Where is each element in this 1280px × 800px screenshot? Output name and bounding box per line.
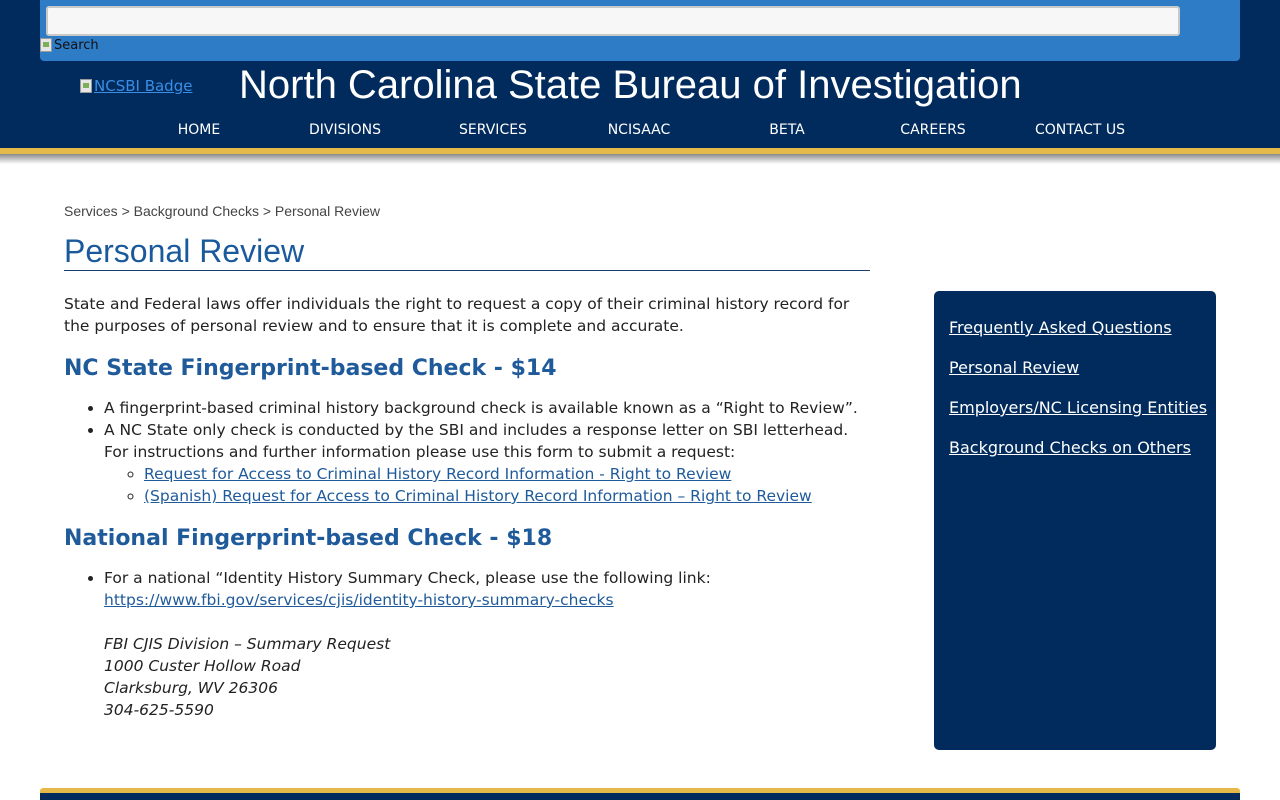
state-check-heading: NC State Fingerprint-based Check - $14 bbox=[64, 356, 557, 381]
list-item: • A fingerprint-based criminal history background check is available known as a “Right to Review”. bbox=[104, 397, 870, 419]
breadcrumb-current: Personal Review bbox=[274, 203, 380, 219]
sidebar bbox=[934, 291, 1216, 750]
breadcrumb bbox=[64, 200, 870, 222]
search-button[interactable] bbox=[40, 36, 99, 54]
address-phone: 304-625-5590 bbox=[104, 701, 214, 719]
list-item bbox=[104, 567, 870, 721]
site-title: North Carolina State Bureau of Investigation bbox=[239, 63, 1022, 107]
site-header bbox=[0, 0, 1280, 148]
sidebar-item-faq[interactable]: Frequently Asked Questions bbox=[949, 318, 1172, 337]
list-item bbox=[104, 419, 870, 507]
fbi-mailing-address bbox=[104, 633, 870, 721]
address-line: Clarksburg, WV 26306 bbox=[104, 679, 278, 697]
address-line: 1000 Custer Hollow Road bbox=[104, 657, 301, 675]
form-links-list bbox=[104, 463, 870, 507]
page-title: Personal Review bbox=[64, 232, 870, 271]
nav-divisions[interactable]: DIVISIONS bbox=[308, 122, 382, 138]
fbi-identity-history-link[interactable]: https://www.fbi.gov/services/cjis/identity-history-summary-checks bbox=[104, 591, 614, 609]
nav-services[interactable]: SERVICES bbox=[459, 122, 527, 138]
nav-beta[interactable]: BETA bbox=[769, 122, 805, 138]
breadcrumb-background-checks[interactable]: Background Checks bbox=[133, 203, 259, 219]
breadcrumb-separator: > bbox=[262, 203, 272, 219]
list-item bbox=[144, 485, 870, 507]
nav-contact-us[interactable]: CONTACT US bbox=[1035, 122, 1125, 138]
search-bar bbox=[40, 0, 1240, 61]
list-item-text: A NC State only check is conducted by the SBI and includes a response letter on SBI letterhead. For instructions and further information please use this form to submit a request: bbox=[104, 421, 849, 461]
breadcrumb-separator: > bbox=[121, 203, 130, 219]
nav-ncisaac[interactable]: NCISAAC bbox=[607, 122, 671, 138]
state-check-list bbox=[64, 397, 870, 507]
main-content bbox=[64, 200, 870, 721]
nav-home[interactable]: HOME bbox=[177, 122, 221, 138]
search-button-label: Search bbox=[54, 37, 99, 53]
footer-bar bbox=[40, 788, 1240, 800]
main-nav bbox=[0, 122, 1280, 142]
spanish-right-to-review-form-link[interactable]: (Spanish) Request for Access to Criminal History Record Information – Right to Review bbox=[144, 487, 812, 505]
right-to-review-form-link[interactable]: Request for Access to Criminal History Record Information - Right to Review bbox=[144, 465, 732, 483]
intro-paragraph: State and Federal laws offer individuals the right to request a copy of their criminal history record for the purposes of personal review and to ensure that it is complete and accurate. bbox=[64, 295, 850, 335]
badge-image-icon bbox=[80, 79, 92, 93]
sidebar-item-checks-on-others[interactable]: Background Checks on Others bbox=[949, 438, 1191, 457]
sidebar-item-personal-review[interactable]: Personal Review bbox=[949, 358, 1080, 377]
list-item bbox=[144, 463, 870, 485]
search-input[interactable] bbox=[46, 6, 1180, 36]
list-item-text: For a national “Identity History Summary Check, please use the following link: bbox=[104, 569, 711, 587]
breadcrumb-services[interactable]: Services bbox=[64, 203, 118, 219]
badge-alt-text: NCSBI Badge bbox=[94, 77, 193, 95]
header-shadow bbox=[0, 154, 1280, 164]
national-check-list bbox=[64, 567, 870, 721]
ncsbi-badge-link[interactable] bbox=[80, 77, 192, 95]
sidebar-item-employers[interactable]: Employers/NC Licensing Entities bbox=[949, 398, 1208, 417]
broken-image-icon bbox=[40, 38, 52, 52]
national-check-heading: National Fingerprint-based Check - $18 bbox=[64, 526, 553, 551]
address-line: FBI CJIS Division – Summary Request bbox=[104, 635, 391, 653]
nav-careers[interactable]: CAREERS bbox=[900, 122, 966, 138]
